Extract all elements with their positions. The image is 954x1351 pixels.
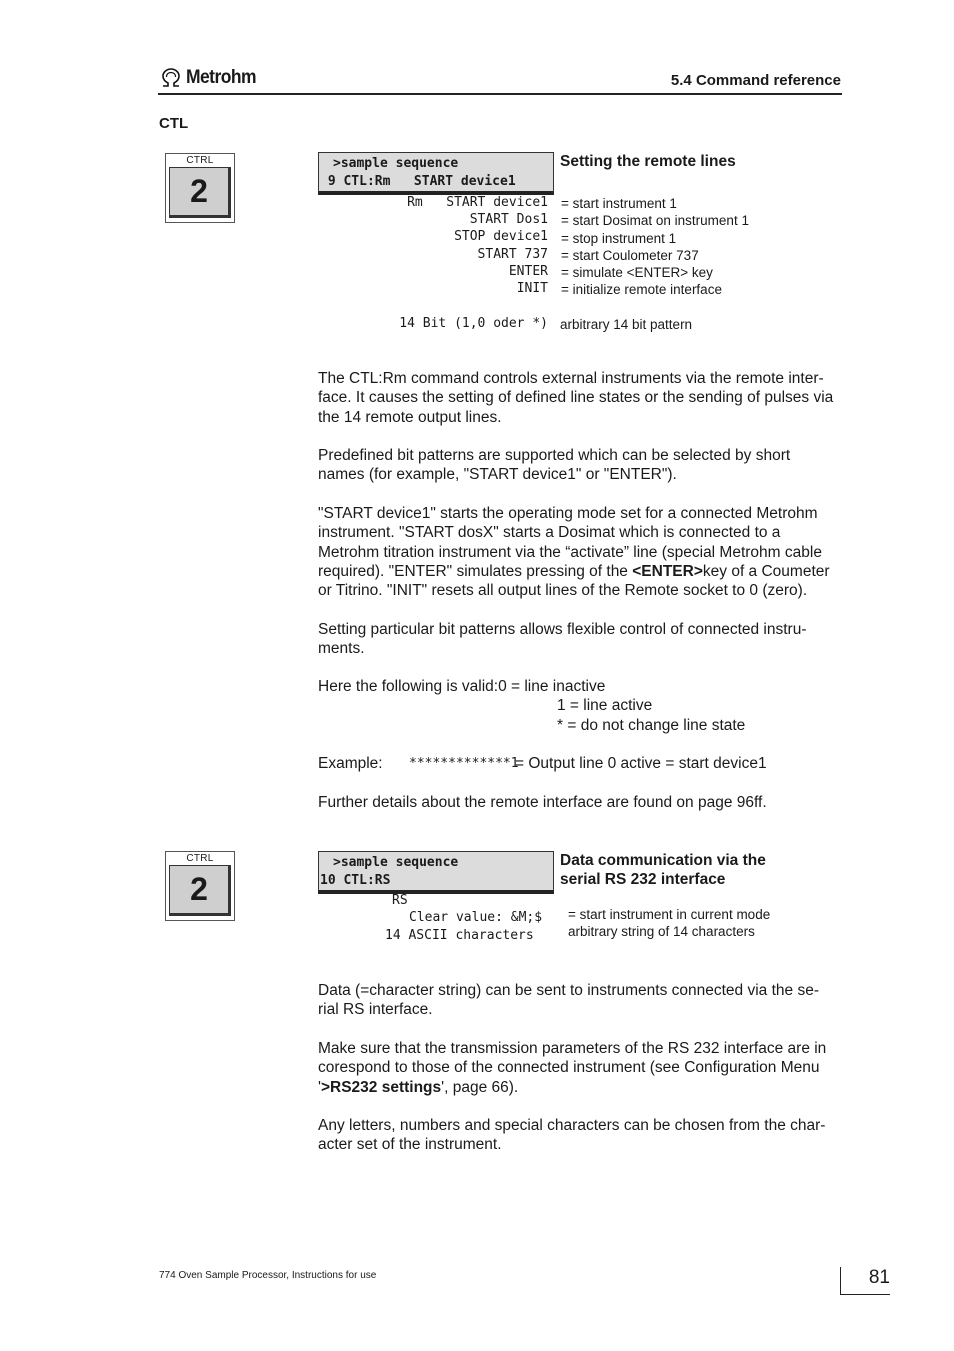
description-line: arbitrary string of 14 characters [568,924,755,939]
sample-sequence-display [318,851,554,894]
validity-list [318,677,846,735]
example-line [318,754,846,773]
text-line [318,677,846,696]
text-line: or Titrino. "INIT" resets all output lines of the Remote socket to 0 (zero). [318,582,808,600]
enter-key-reference: <ENTER> [632,562,703,580]
paragraph [318,620,846,659]
validity-one: 1 = line active [557,697,653,715]
description-line: = start Dosimat on instrument 1 [561,213,749,228]
page-number: 81 [868,1267,890,1288]
description-line: = start Coulometer 737 [561,248,699,263]
code-line: Clear value: &M;$ [409,910,543,925]
block-title [560,851,766,889]
text-line: Make sure that the transmission parameters of the RS 232 interface are in [318,1040,827,1057]
validity-star: * = do not change line state [557,716,746,734]
description-line: = simulate <ENTER> key [561,265,713,280]
text-line: Setting particular bit patterns allows flexible control of connected instru- [318,621,807,638]
text-segment: ', page 66). [441,1078,519,1096]
example-label: Example: [318,755,383,772]
paragraph [318,369,846,427]
title-line: Data communication via the [560,852,766,869]
description-line: = stop instrument 1 [561,231,677,246]
manual-title: 774 Oven Sample Processor, Instructions for use [159,1270,377,1281]
brand-name: Metrohm [186,67,256,88]
section-reference: 5.4 Command reference [670,72,841,89]
text-line: The CTL:Rm command controls external instruments via the remote inter- [318,370,824,387]
text-line: acter set of the instrument. [318,1136,502,1154]
text-line: face. It causes the setting of defined line states or the sending of pulses via [318,389,834,407]
display-line-2: 10 CTL:RS [320,873,391,888]
bit-pattern-code: 14 Bit (1,0 oder *) [399,316,548,331]
ctrl-key-icon [165,851,235,921]
display-line-2: 9 CTL:Rm START device1 [320,174,516,189]
text-segment: ' [318,1078,321,1096]
metrohm-logo [160,66,262,90]
display-line-1: >sample sequence [333,156,459,171]
key-label: CTRL [186,155,214,166]
text-line: Predefined bit patterns are supported which can be selected by short [318,447,791,464]
code-line: START 737 [477,247,548,262]
code-line: STOP device1 [454,229,548,244]
code-line: ENTER [508,264,548,279]
description-line: = start instrument in current mode [568,907,771,922]
ctl-heading: CTL [159,115,189,132]
code-line: RS [392,893,408,908]
paragraph [318,446,846,485]
text-line: Metrohm titration instrument via the “activate” line (special Metrohm cable [318,543,822,561]
text-line: ments. [318,640,365,658]
paragraph [318,1116,846,1155]
text-segment: key of a Coumeter [702,562,830,580]
text-line: names (for example, "START device1" or "ENTER"). [318,466,677,484]
text-line: Data (=character string) can be sent to instruments connected via the se- [318,982,819,999]
title-line: serial RS 232 interface [560,871,726,888]
validity-intro: Here the following is valid: [318,678,499,695]
bit-pattern-description: arbitrary 14 bit pattern [560,317,693,332]
header-rule [158,93,842,95]
example-text: = Output line 0 active = start device1 [515,755,767,772]
key-digit: 2 [169,865,231,916]
code-line: START Dos1 [469,212,548,227]
code-line: INIT [516,281,548,296]
code-line: Rm START device1 [407,195,548,210]
key-label: CTRL [186,853,214,864]
text-line [318,1078,846,1097]
code-line: 14 ASCII characters [385,928,534,943]
ctrl-key-icon [165,153,235,223]
sample-sequence-display [318,152,554,195]
text-line: instrument. "START dosX" starts a Dosimat which is connected to a [318,524,781,542]
text-line: corespond to those of the connected instrument (see Configuration Menu [318,1059,820,1077]
text-line: rial RS interface. [318,1001,433,1019]
metrohm-omega-icon [160,68,182,88]
text-segment: required). "ENTER" simulates pressing of the [318,562,633,580]
rs232-settings-reference: >RS232 settings [320,1078,442,1096]
paragraph [318,504,846,600]
paragraph [318,1039,846,1097]
display-line-1: >sample sequence [333,855,459,870]
page-number-rule [840,1294,890,1295]
example-pattern: *************1 [409,756,519,771]
text-line: the 14 remote output lines. [318,408,502,426]
text-line: Any letters, numbers and special characters can be chosen from the char- [318,1117,826,1134]
key-digit: 2 [169,167,231,218]
validity-zero: 0 = line inactive [498,678,606,695]
text-line [318,562,846,581]
paragraph: Further details about the remote interface are found on page 96ff. [318,794,767,811]
block-title: Setting the remote lines [560,153,736,170]
description-line: = initialize remote interface [561,282,722,297]
description-line: = start instrument 1 [561,196,677,211]
paragraph [318,981,846,1020]
text-line: "START device1" starts the operating mode set for a connected Metrohm [318,505,818,522]
